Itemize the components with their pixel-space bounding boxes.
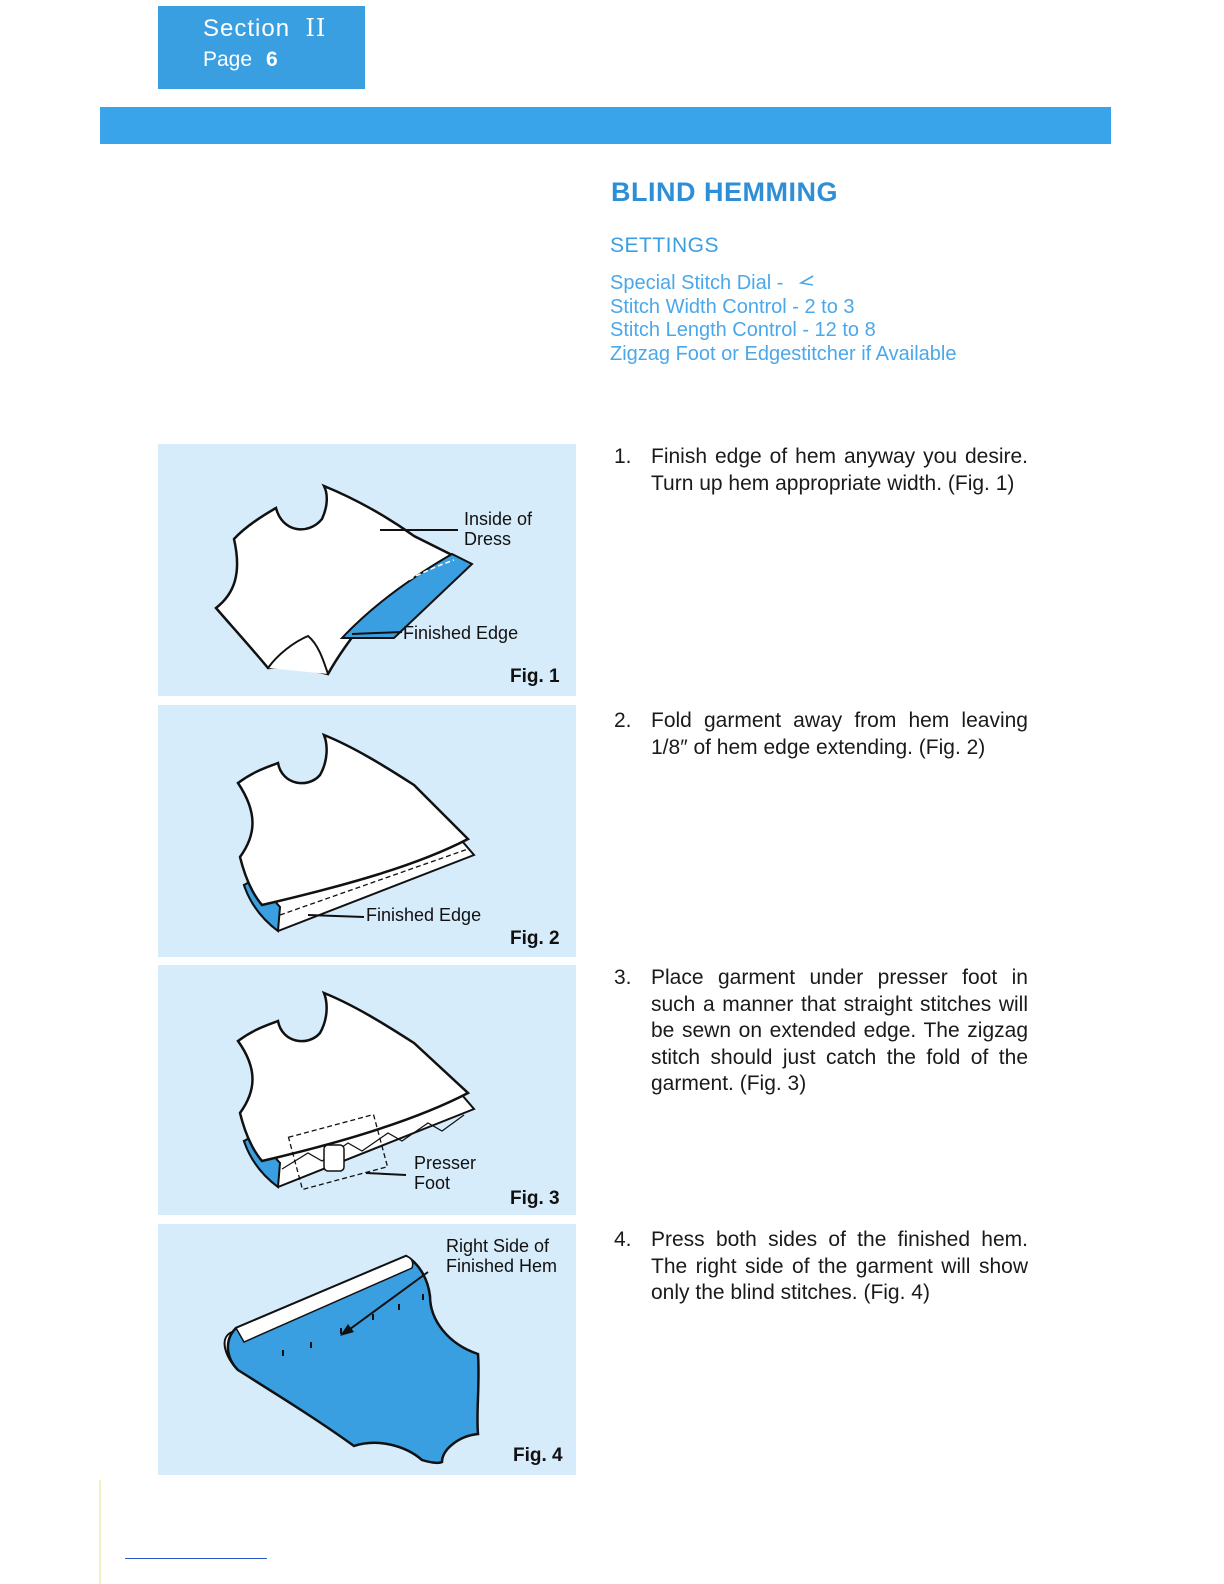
setting-item: Stitch Width Control - 2 to 3	[610, 295, 855, 318]
footer-rule	[125, 1558, 267, 1559]
fig1-illustration	[158, 444, 576, 696]
figure-1	[158, 444, 576, 696]
callout-text: Finished Edge	[366, 905, 482, 925]
page-line	[203, 48, 278, 72]
figure-label: Fig. 2	[510, 928, 560, 949]
settings-heading: SETTINGS	[610, 234, 720, 257]
step-number: 4.	[614, 1228, 632, 1251]
figure-label: Fig. 3	[510, 1188, 560, 1209]
callout-text: Finished Edge	[403, 623, 519, 643]
setting-text: Special Stitch Dial -	[610, 272, 784, 294]
step-text: Press both sides of the finished hem. The right side of the garment will show only the blind stitches. (Fig. 4)	[651, 1228, 1028, 1304]
step-3	[614, 965, 1028, 1098]
figure-4	[158, 1224, 576, 1475]
section-line	[203, 14, 326, 43]
blind-stitch-icon	[795, 273, 817, 291]
setting-item: Zigzag Foot or Edgestitcher if Available	[610, 342, 957, 365]
page-label: Page	[203, 48, 253, 71]
step-text: Place garment under presser foot in such a manner that straight stitches will be sewn on extended edge. The zigzag stitch should just catch the fold of the garment. (Fig. 3)	[651, 966, 1028, 1095]
step-1	[614, 444, 1028, 497]
setting-item: Stitch Length Control - 12 to 8	[610, 319, 876, 341]
figure-label: Fig. 1	[510, 666, 560, 687]
section-tab	[158, 6, 365, 89]
page-title: BLIND HEMMING	[611, 177, 838, 207]
callout-text: Right Side of Finished Hem	[446, 1236, 558, 1276]
callout-text: Inside of Dress	[464, 509, 533, 549]
step-number: 1.	[614, 445, 632, 468]
page-edge	[99, 1480, 101, 1584]
callout-text: Presser Foot	[414, 1153, 477, 1193]
figure-2	[158, 705, 576, 957]
header-band	[100, 107, 1111, 144]
setting-item	[610, 272, 956, 296]
settings-list	[610, 272, 956, 366]
step-text: Fold garment away from hem leaving 1/8″ of hem edge extending. (Fig. 2)	[651, 709, 1028, 759]
step-4	[614, 1227, 1028, 1307]
figure-3	[158, 965, 576, 1215]
section-label: Section	[203, 15, 291, 42]
step-text: Finish edge of hem anyway you desire. Turn up hem appropriate width. (Fig. 1)	[651, 445, 1028, 495]
figure-label: Fig. 4	[513, 1445, 563, 1466]
step-2	[614, 708, 1028, 761]
step-number: 2.	[614, 709, 632, 732]
page-number: 6	[266, 48, 278, 71]
fig3-illustration	[158, 965, 576, 1215]
step-number: 3.	[614, 966, 632, 989]
section-number: II	[305, 14, 327, 42]
